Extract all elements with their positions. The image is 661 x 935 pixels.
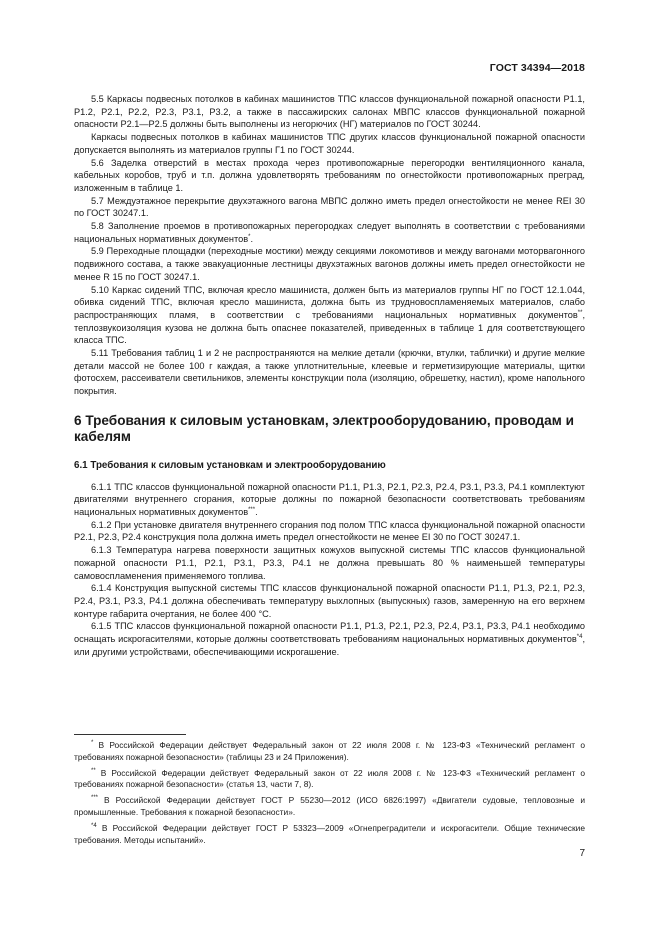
footnote-text: В Российской Федерации действует ГОСТ Р 55230—2012 (ИСО 6826:1997) «Двигатели судовые, тепловозные и промышленные. Требования к пожарной безопасности».: [74, 795, 585, 817]
paragraph-6-1-1: [74, 481, 585, 519]
footnote-text: В Российской Федерации действует Федеральный закон от 22 июля 2008 г. № 123-ФЗ «Технический регламент о требованиях пожарной безопасности» (статья 13, части 7, 8).: [74, 767, 585, 790]
paragraph-5-7: 5.7 Междуэтажное перекрытие двухэтажного вагона МВПС должно иметь предел огнестойкости не менее REI 30 по ГОСТ 30247.1.: [74, 195, 585, 219]
paragraph-6-1-5: [74, 620, 585, 658]
paragraph-6-1-4: 6.1.4 Конструкция выпускной системы ТПС классов функциональной пожарной опасности Р1.1, Р1.3, Р2.1, Р2.3, Р2.4, Р3.1, Р3.3, Р4.1 должна обеспечивать температуру выхлопных (выпускных) газов, замеренную на его верхнем контуре габарита очертания, не более 400 °С.: [74, 583, 585, 619]
footnote: [74, 768, 585, 792]
paragraph-end: .: [255, 506, 258, 517]
paragraph-text: 6.1.1 ТПС классов функциональной пожарной опасности Р1.1, Р1.3, Р2.1, Р2.3, Р2.4, Р3.1, Р3.3, Р4.1 комплектуют двигателями внутреннего сгорания, которые должны по пожарной безопасности соответствовать требованиям национальных нормативных документов: [74, 481, 585, 517]
paragraph-end: , или другими устройствами, обеспечивающими искрогашение.: [74, 634, 585, 657]
footnote-ref: *: [248, 233, 251, 240]
footnote-ref: ***: [248, 506, 256, 513]
footnote: [74, 795, 585, 819]
paragraph-5-10: [74, 284, 585, 348]
footnote-text: В Российской Федерации действует Федеральный закон от 22 июля 2008 г. № 123-ФЗ «Технический регламент о требованиях пожарной безопасности» (таблицы 23 и 24 Приложения).: [74, 740, 585, 762]
paragraph-end: , теплозвукоизоляция кузова не должна быть опаснее показателей, приведенных в таблице 1 для соответствующего класса ТПС.: [74, 309, 585, 346]
footnote-mark: *4: [91, 822, 97, 829]
paragraph-end: .: [250, 233, 253, 244]
main-text: [74, 93, 585, 658]
paragraph-5-6: 5.6 Заделка отверстий в местах прохода через противопожарные перегородки вентиляционного канала, кабельных коробов, труб и т.п. должна удовлетворять требованиям по огнестойкости противопожарных преград, изложенным в таблице 1.: [74, 157, 585, 193]
footnote-ref: *4: [576, 633, 583, 640]
footnote: [74, 740, 585, 764]
paragraph-text: 6.1.5 ТПС классов функциональной пожарной опасности Р1.1, Р1.3, Р2.1, Р2.3, Р2.4, Р3.1, Р3.3, Р4.1 необходимо оснащать искрогасителями, которые должны соответствовать требованиям национальных нормативных документов: [74, 621, 585, 645]
paragraph-5-5: 5.5 Каркасы подвесных потолков в кабинах машинистов ТПС классов функциональной пожарной опасности Р1.1, Р1.2, Р2.1, Р2.2, Р2.3, Р3.1, Р3.2, а также в пассажирских салонах МВПС классов функциональной пожарной опасности Р2.1—Р2.5 должны быть выполнены из негорючих (НГ) материалов по ГОСТ 30244.: [74, 94, 585, 130]
section-6-heading: 6 Требования к силовым установкам, электрооборудованию, проводам и кабелям: [74, 412, 574, 445]
paragraph-5-9: 5.9 Переходные площадки (переходные мостики) между секциями локомотивов и между вагонами моторвагонного подвижного состава, а также эвакуационные лестницы двухэтажных вагонов должны иметь предел огнестойкости не менее R 15 по ГОСТ 30247.1.: [74, 246, 585, 282]
footnote-mark: *: [91, 740, 94, 747]
paragraph-5-5-continued: Каркасы подвесных потолков в кабинах машинистов ТПС других классов функциональной пожарной опасности допускается выполнять из материалов группы Г1 по ГОСТ 30244.: [74, 132, 585, 155]
paragraph-text: 5.10 Каркас сидений ТПС, включая кресло машиниста, должен быть из материалов группы НГ по ГОСТ 12.1.044, обивка сидений ТПС, включая кресло машиниста, должна быть из трудновоспламеняемых материалов, слабо распространяющих пламя, в соответствии с требованиями национальных нормативных документов: [74, 284, 585, 320]
paragraph-5-8: [74, 220, 585, 245]
footnote: [74, 823, 585, 847]
footnote-divider: [74, 734, 186, 735]
footnote-text: В Российской Федерации действует ГОСТ Р 53323—2009 «Огнепреградители и искрогасители. Общие технические требования. Методы испытаний».: [74, 822, 585, 845]
paragraph-text: 5.8 Заполнение проемов в противопожарных перегородках следует выполнять в соответствии с требованиями национальных нормативных документов: [74, 221, 585, 244]
footnotes: [74, 740, 585, 850]
paragraph-5-11: 5.11 Требования таблиц 1 и 2 не распространяются на мелкие детали (крючки, втулки, таблички) и другие мелкие детали массой не более 100 г каждая, а также уплотнительные, клеевые и герметизирующие материалы, щитки фотосхем, рассеиватели светильников, элементы конструкции пола (изоляцию, обрешетку, настил), кроме напольного покрытия.: [74, 348, 585, 397]
subsection-6-1-heading: 6.1 Требования к силовым установкам и электрооборудованию: [74, 459, 386, 471]
footnote-ref: **: [577, 309, 583, 316]
paragraph-6-1-3: 6.1.3 Температура нагрева поверхности защитных кожухов выпускной системы ТПС классов функциональной пожарной опасности Р1.1, Р2.1, Р3.1, Р3.3, Р4.1 не должна превышать 80 % наименьшей температуры самовоспламенения применяемого топлива.: [74, 545, 585, 581]
page-number: 7: [579, 848, 585, 859]
footnote-mark: ***: [91, 795, 99, 802]
document-code: ГОСТ 34394—2018: [489, 62, 585, 74]
paragraph-6-1-2: 6.1.2 При установке двигателя внутреннего сгорания под полом ТПС класса функциональной пожарной опасности Р2.1, Р2.3, Р2.4 конструкция пола должна иметь предел огнестойкости не менее EI 30 по ГОСТ 30247.1.: [74, 519, 585, 543]
footnote-mark: **: [91, 767, 96, 774]
